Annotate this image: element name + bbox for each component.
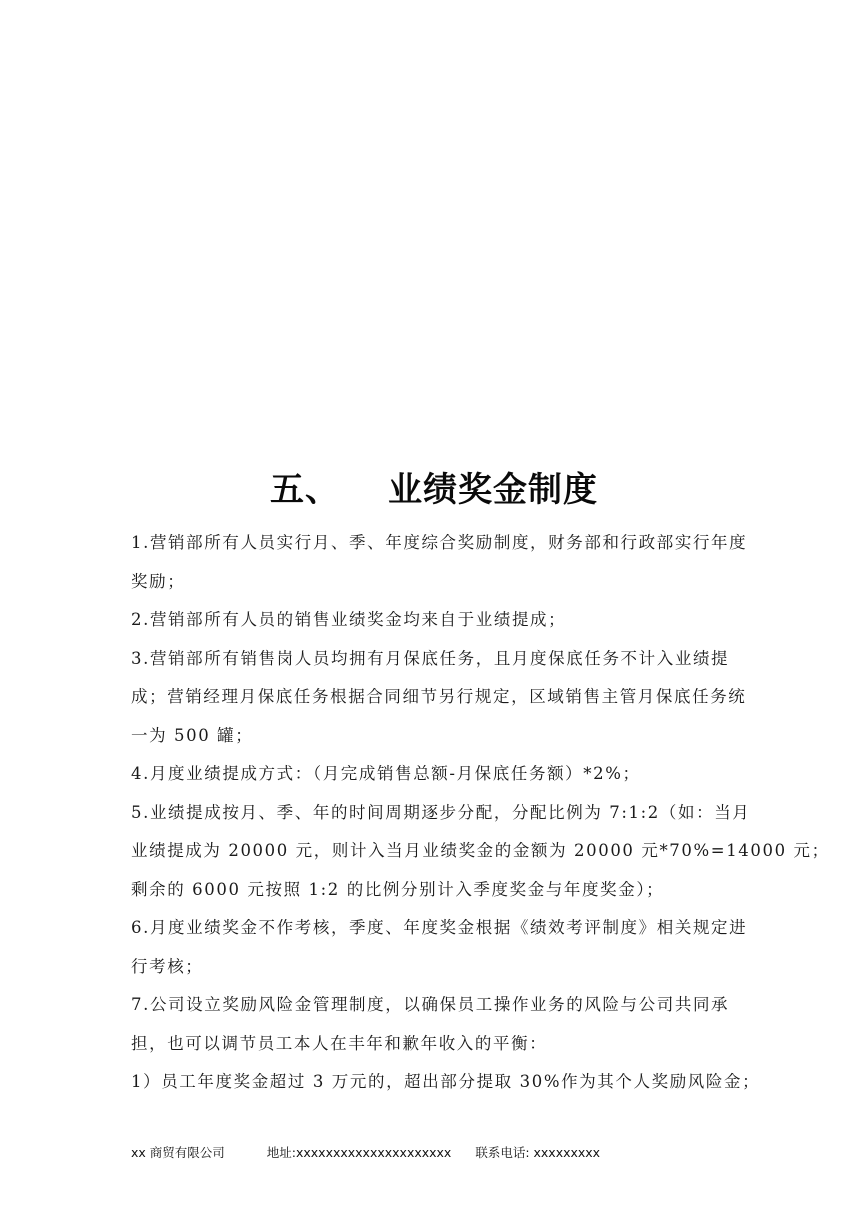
paragraph-line: 一为 500 罐； bbox=[131, 725, 254, 745]
paragraph bbox=[131, 601, 743, 640]
paragraph-line: 1）员工年度奖金超过 3 万元的，超出部分提取 30%作为其个人奖励风险金； bbox=[131, 1072, 761, 1091]
paragraph-line: 成；营销经理月保底任务根据合同细节另行规定，区域销售主管月保底任务统 bbox=[131, 687, 747, 706]
paragraph-line: 4.月度业绩提成方式：（月完成销售总额-月保底任务额）*2%； bbox=[131, 764, 641, 783]
footer-address: 地址:xxxxxxxxxxxxxxxxxxxxx bbox=[266, 1145, 452, 1160]
document-body bbox=[131, 524, 830, 1102]
paragraph bbox=[131, 909, 748, 986]
paragraph bbox=[131, 524, 748, 601]
paragraph bbox=[131, 1063, 761, 1102]
paragraph-line: 奖励； bbox=[131, 571, 186, 591]
paragraph-line: 5.业绩提成按月、季、年的时间周期逐步分配，分配比例为 7:1:2（如：当月 bbox=[131, 802, 751, 822]
paragraph-line: 2.营销部所有人员的销售业绩奖金均来自于业绩提成； bbox=[131, 610, 567, 629]
paragraph-line: 3.营销部所有销售岗人员均拥有月保底任务，且月度保底任务不计入业绩提 bbox=[131, 648, 730, 668]
paragraph-line: 业绩提成为 20000 元，则计入当月业绩奖金的金额为 20000 元*70%=14000 元； bbox=[131, 841, 830, 860]
footer-company: xx 商贸有限公司 bbox=[131, 1145, 225, 1160]
paragraph bbox=[131, 986, 743, 1063]
paragraph bbox=[131, 794, 830, 910]
paragraph-line: 6.月度业绩奖金不作考核，季度、年度奖金根据《绩效考评制度》相关规定进 bbox=[131, 918, 748, 937]
paragraph-line: 行考核； bbox=[131, 956, 204, 976]
paragraph bbox=[131, 755, 743, 794]
section-title-text: 业绩奖金制度 bbox=[388, 470, 598, 510]
paragraph-line: 7.公司设立奖励风险金管理制度，以确保员工操作业务的风险与公司共同承 bbox=[131, 995, 730, 1014]
paragraph-line: 剩余的 6000 元按照 1:2 的比例分别计入季度奖金与年度奖金）； bbox=[131, 879, 665, 899]
paragraph-line: 担，也可以调节员工本人在丰年和歉年收入的平衡： bbox=[131, 1033, 548, 1053]
footer-phone: 联系电话: xxxxxxxxx bbox=[475, 1145, 601, 1160]
page-footer bbox=[131, 1143, 600, 1161]
paragraph bbox=[131, 640, 747, 756]
paragraph-line: 1.营销部所有人员实行月、季、年度综合奖励制度，财务部和行政部实行年度 bbox=[131, 533, 748, 552]
section-title bbox=[0, 462, 868, 511]
section-number: 五、 bbox=[270, 470, 340, 510]
